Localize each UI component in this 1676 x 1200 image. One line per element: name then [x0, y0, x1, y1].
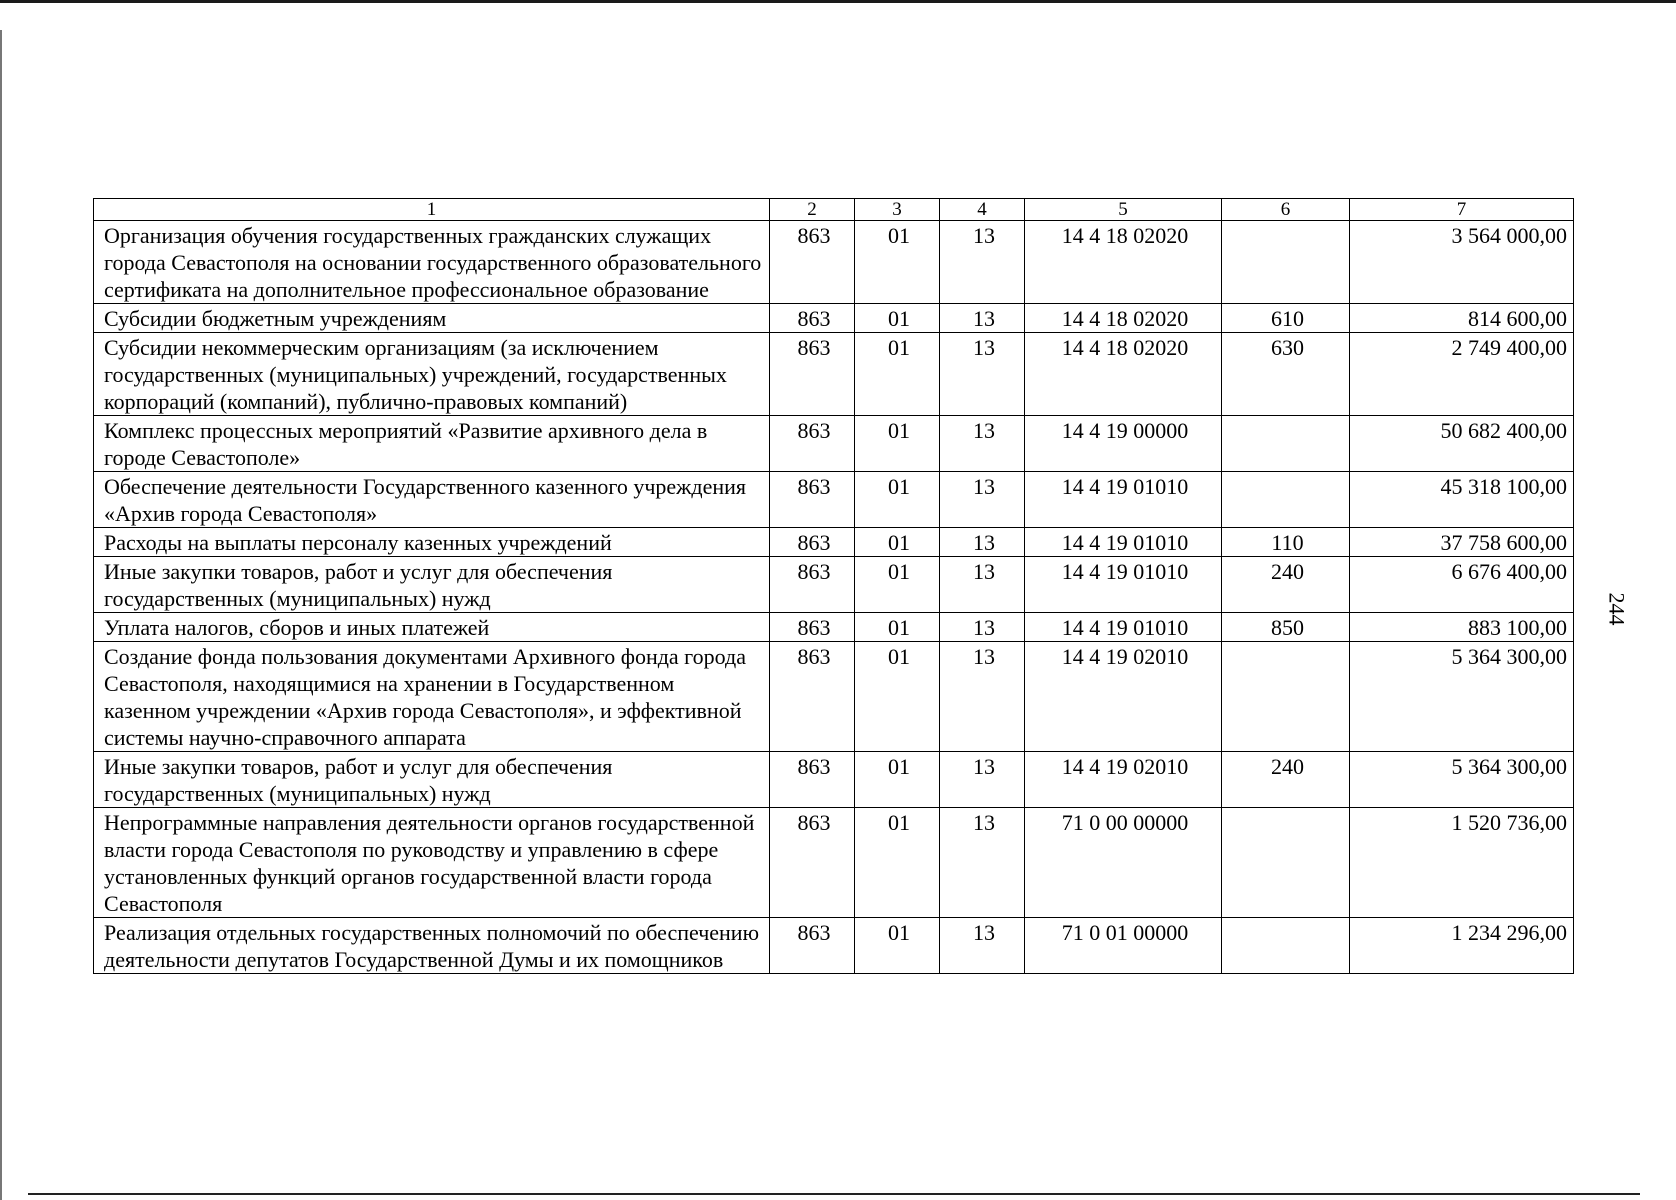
target-article-cell: 14 4 19 01010 — [1025, 557, 1222, 613]
target-article-cell: 14 4 19 02010 — [1025, 642, 1222, 752]
table-row — [94, 613, 1574, 642]
subsection-code-cell: 13 — [940, 642, 1025, 752]
subsection-code-cell: 13 — [940, 808, 1025, 918]
amount-cell: 1 520 736,00 — [1350, 808, 1574, 918]
section-code-cell: 01 — [855, 528, 940, 557]
section-code-cell: 01 — [855, 557, 940, 613]
table-row — [94, 752, 1574, 808]
expense-type-cell: 850 — [1222, 613, 1350, 642]
amount-cell: 50 682 400,00 — [1350, 416, 1574, 472]
expense-type-cell: 610 — [1222, 304, 1350, 333]
column-header: 5 — [1025, 199, 1222, 221]
scan-left-edge — [0, 30, 2, 1200]
subsection-code-cell: 13 — [940, 918, 1025, 974]
table-body — [94, 221, 1574, 974]
chapter-code-cell: 863 — [770, 221, 855, 304]
column-header: 7 — [1350, 199, 1574, 221]
table-row — [94, 557, 1574, 613]
subsection-code-cell: 13 — [940, 557, 1025, 613]
row-name-cell: Иные закупки товаров, работ и услуг для обеспечения государственных (муниципальных) нужд — [94, 557, 770, 613]
section-code-cell: 01 — [855, 304, 940, 333]
target-article-cell: 14 4 19 00000 — [1025, 416, 1222, 472]
target-article-cell: 71 0 00 00000 — [1025, 808, 1222, 918]
budget-table — [93, 198, 1574, 974]
scan-bottom-rule — [28, 1193, 1640, 1195]
chapter-code-cell: 863 — [770, 808, 855, 918]
amount-cell: 814 600,00 — [1350, 304, 1574, 333]
section-code-cell: 01 — [855, 221, 940, 304]
subsection-code-cell: 13 — [940, 752, 1025, 808]
section-code-cell: 01 — [855, 642, 940, 752]
row-name-cell: Иные закупки товаров, работ и услуг для обеспечения государственных (муниципальных) нужд — [94, 752, 770, 808]
target-article-cell: 14 4 18 02020 — [1025, 333, 1222, 416]
section-code-cell: 01 — [855, 808, 940, 918]
target-article-cell: 71 0 01 00000 — [1025, 918, 1222, 974]
page-number: 244 — [1604, 592, 1630, 626]
column-header: 3 — [855, 199, 940, 221]
column-header: 6 — [1222, 199, 1350, 221]
column-header: 2 — [770, 199, 855, 221]
target-article-cell: 14 4 19 01010 — [1025, 613, 1222, 642]
subsection-code-cell: 13 — [940, 613, 1025, 642]
row-name-cell: Непрограммные направления деятельности органов государственной власти города Севастополя по руководству и управлению в сфере установленных функций органов государственной власти города Севастополя — [94, 808, 770, 918]
row-name-cell: Реализация отдельных государственных полномочий по обеспечению деятельности депутатов Государственной Думы и их помощников — [94, 918, 770, 974]
amount-cell: 6 676 400,00 — [1350, 557, 1574, 613]
expense-type-cell — [1222, 472, 1350, 528]
row-name-cell: Создание фонда пользования документами Архивного фонда города Севастополя, находящимися на хранении в Государственном казенном учреждении «Архив города Севастополя», и эффективной системы научно-справочного аппарата — [94, 642, 770, 752]
target-article-cell: 14 4 18 02020 — [1025, 221, 1222, 304]
table-row — [94, 416, 1574, 472]
chapter-code-cell: 863 — [770, 333, 855, 416]
chapter-code-cell: 863 — [770, 304, 855, 333]
target-article-cell: 14 4 19 01010 — [1025, 472, 1222, 528]
expense-type-cell: 110 — [1222, 528, 1350, 557]
amount-cell: 5 364 300,00 — [1350, 752, 1574, 808]
target-article-cell: 14 4 19 01010 — [1025, 528, 1222, 557]
subsection-code-cell: 13 — [940, 304, 1025, 333]
table-row — [94, 642, 1574, 752]
expense-type-cell: 240 — [1222, 557, 1350, 613]
table-row — [94, 808, 1574, 918]
chapter-code-cell: 863 — [770, 472, 855, 528]
expense-type-cell — [1222, 918, 1350, 974]
subsection-code-cell: 13 — [940, 333, 1025, 416]
chapter-code-cell: 863 — [770, 416, 855, 472]
expense-type-cell: 240 — [1222, 752, 1350, 808]
table-row — [94, 221, 1574, 304]
row-name-cell: Расходы на выплаты персоналу казенных учреждений — [94, 528, 770, 557]
target-article-cell: 14 4 18 02020 — [1025, 304, 1222, 333]
row-name-cell: Комплекс процессных мероприятий «Развитие архивного дела в городе Севастополе» — [94, 416, 770, 472]
chapter-code-cell: 863 — [770, 557, 855, 613]
chapter-code-cell: 863 — [770, 642, 855, 752]
table-row — [94, 333, 1574, 416]
row-name-cell: Организация обучения государственных гражданских служащих города Севастополя на основании государственного образовательного сертификата на дополнительное профессиональное образование — [94, 221, 770, 304]
chapter-code-cell: 863 — [770, 528, 855, 557]
amount-cell: 3 564 000,00 — [1350, 221, 1574, 304]
scan-top-edge — [0, 0, 1676, 3]
amount-cell: 2 749 400,00 — [1350, 333, 1574, 416]
subsection-code-cell: 13 — [940, 528, 1025, 557]
column-header: 1 — [94, 199, 770, 221]
section-code-cell: 01 — [855, 752, 940, 808]
section-code-cell: 01 — [855, 333, 940, 416]
table-row — [94, 472, 1574, 528]
table-row — [94, 304, 1574, 333]
row-name-cell: Субсидии некоммерческим организациям (за исключением государственных (муниципальных) учреждений, государственных корпораций (компаний), публично-правовых компаний) — [94, 333, 770, 416]
amount-cell: 883 100,00 — [1350, 613, 1574, 642]
chapter-code-cell: 863 — [770, 752, 855, 808]
amount-cell: 1 234 296,00 — [1350, 918, 1574, 974]
section-code-cell: 01 — [855, 416, 940, 472]
section-code-cell: 01 — [855, 918, 940, 974]
amount-cell: 5 364 300,00 — [1350, 642, 1574, 752]
subsection-code-cell: 13 — [940, 472, 1025, 528]
section-code-cell: 01 — [855, 472, 940, 528]
expense-type-cell — [1222, 642, 1350, 752]
expense-type-cell — [1222, 416, 1350, 472]
chapter-code-cell: 863 — [770, 918, 855, 974]
target-article-cell: 14 4 19 02010 — [1025, 752, 1222, 808]
expense-type-cell — [1222, 221, 1350, 304]
column-header: 4 — [940, 199, 1025, 221]
subsection-code-cell: 13 — [940, 416, 1025, 472]
expense-type-cell: 630 — [1222, 333, 1350, 416]
table-row — [94, 528, 1574, 557]
chapter-code-cell: 863 — [770, 613, 855, 642]
amount-cell: 45 318 100,00 — [1350, 472, 1574, 528]
section-code-cell: 01 — [855, 613, 940, 642]
row-name-cell: Субсидии бюджетным учреждениям — [94, 304, 770, 333]
row-name-cell: Обеспечение деятельности Государственного казенного учреждения «Архив города Севастополя» — [94, 472, 770, 528]
expense-type-cell — [1222, 808, 1350, 918]
amount-cell: 37 758 600,00 — [1350, 528, 1574, 557]
subsection-code-cell: 13 — [940, 221, 1025, 304]
table-row — [94, 918, 1574, 974]
row-name-cell: Уплата налогов, сборов и иных платежей — [94, 613, 770, 642]
table-header-row — [94, 199, 1574, 221]
